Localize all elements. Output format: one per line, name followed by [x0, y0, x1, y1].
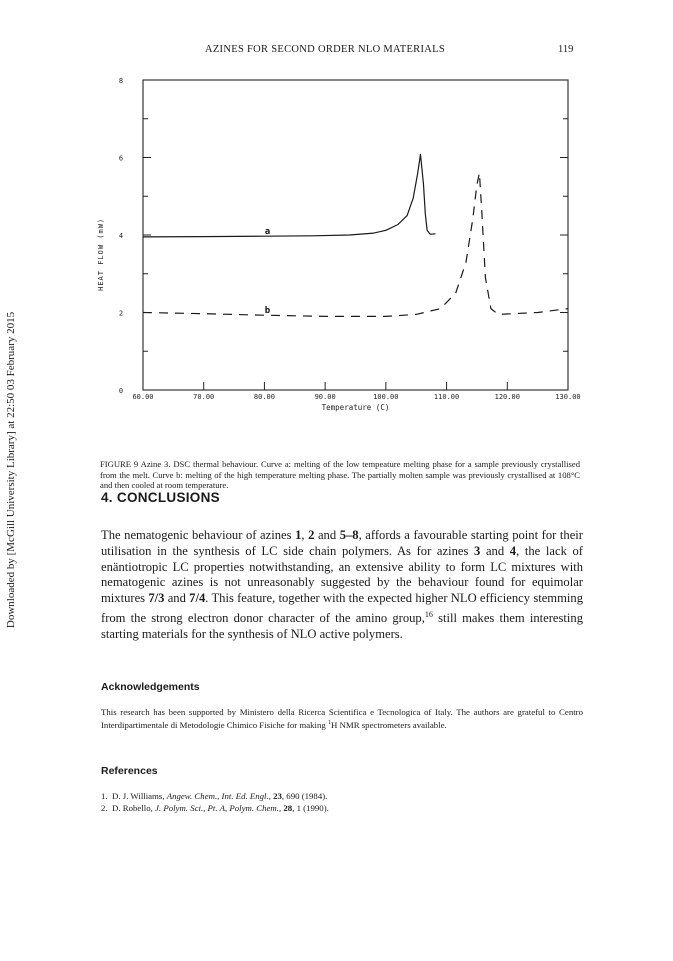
citation-superscript: 16 — [424, 609, 433, 619]
y-tick-label: 0 — [118, 387, 124, 395]
y-tick-label: 4 — [118, 232, 124, 240]
compound-ref: 7/4 — [189, 591, 206, 606]
reference-number: 2. — [101, 802, 108, 813]
x-tick-label: 80.00 — [253, 393, 275, 401]
reference-number: 1. — [101, 791, 108, 801]
conclusions-text: , — [301, 528, 309, 542]
acknowledgements-heading: Acknowledgements — [101, 681, 200, 693]
reference-item — [101, 791, 583, 803]
conclusions-text: still makes them interesting starting materials for the synthesis of NLO active polymers. — [101, 611, 584, 641]
reference-pages-year: , 1 (1990). — [292, 802, 329, 813]
reference-volume: 23 — [273, 791, 282, 801]
acknowledgements-text: H NMR spectrometers available. — [330, 719, 447, 730]
compound-ref: 7/3 — [148, 591, 165, 606]
y-axis-label: HEAT FLOW (mW) — [97, 217, 105, 291]
reference-separator: , — [278, 802, 284, 813]
compound-ref: 3 — [474, 543, 481, 558]
curve-label: a — [264, 227, 271, 238]
figure-caption — [100, 459, 580, 491]
conclusions-text: , affords a favourable starting point for their utilisation in the synthesis of LC side chain polymers. As for azines — [101, 528, 583, 558]
x-tick-label: 90.00 — [314, 393, 336, 401]
conclusions-text: , the lack of enäntiotropic LC properties notwithstanding, an extensive ability to form LC mixtures with nematogenic azines is not unreasonably suggested by the behaviour found for equimolar mixtures — [101, 543, 583, 606]
conclusions-text: The nematogenic behaviour of azines — [101, 528, 296, 542]
compound-ref: 2 — [308, 528, 315, 542]
reference-authors: D. J. Williams, — [112, 791, 167, 801]
compound-ref: 1 — [295, 528, 302, 542]
reference-pages-year: , 690 (1984). — [281, 791, 328, 801]
reference-separator: , — [268, 791, 274, 801]
curve-label: b — [264, 306, 271, 317]
series-line-a — [143, 154, 436, 237]
dsc-figure — [80, 70, 585, 430]
conclusions-text: and — [314, 528, 340, 542]
download-note-text: Downloaded by [McGill University Library] at 22:50 03 February 2015 — [5, 311, 17, 629]
x-tick-label: 120.00 — [494, 393, 520, 401]
references-heading: References — [101, 765, 158, 777]
conclusions-paragraph — [101, 528, 583, 643]
reference-journal: J. Polym. Sci., Pt. A, Polym. Chem. — [155, 802, 279, 813]
figure-caption-label: FIGURE 9 — [100, 459, 139, 469]
compound-ref: 5–8 — [339, 528, 359, 542]
references-list — [101, 791, 583, 814]
y-tick-label: 6 — [118, 154, 124, 163]
series-line-b — [143, 173, 568, 316]
x-tick-label: 60.00 — [132, 393, 154, 401]
x-tick-label: 110.00 — [433, 393, 460, 401]
dsc-chart — [80, 70, 585, 430]
download-side-note — [2, 250, 20, 690]
nmr-superscript: 1 — [327, 720, 331, 726]
running-head: AZINES FOR SECOND ORDER NLO MATERIALS — [204, 44, 446, 55]
x-tick-label: 70.00 — [193, 393, 215, 401]
acknowledgements-text: This research has been supported by Ministero della Ricerca Scientifica e Tecnologica of Italy. The authors are grateful to Centro Interdipartimentale di Metodologie Chimico Fisiche for making — [101, 707, 583, 730]
page-number: 119 — [558, 44, 574, 55]
conclusions-heading: 4. CONCLUSIONS — [101, 490, 220, 505]
x-tick-label: 130.00 — [555, 393, 581, 401]
y-tick-label: 2 — [118, 309, 124, 318]
reference-journal: Angew. Chem., Int. Ed. Engl. — [166, 791, 269, 801]
figure-caption-text: Azine 3. DSC thermal behaviour. Curve a: melting of the low tempeature melting phase for a sample previously crystallised from the melt. Curve b: melting of the high temperature melting phase. The partially molten sample was previously crystallised at 108°C and then cooled at room temperature. — [100, 459, 580, 490]
reference-volume: 28 — [283, 802, 293, 813]
reference-item — [101, 803, 583, 815]
conclusions-text: and — [480, 543, 510, 558]
compound-ref: 4 — [509, 543, 517, 558]
conclusions-text: . This feature, together with the expected higher NLO efficiency stemming from the strong electron donor character of the amino group, — [101, 591, 583, 626]
y-tick-label: 8 — [118, 77, 124, 85]
acknowledgements-paragraph — [101, 707, 583, 731]
conclusions-text: and — [164, 591, 190, 606]
x-axis-label: Temperature (C) — [321, 403, 390, 412]
reference-authors: D. Robello, — [112, 802, 156, 813]
x-tick-label: 100.00 — [373, 393, 399, 401]
